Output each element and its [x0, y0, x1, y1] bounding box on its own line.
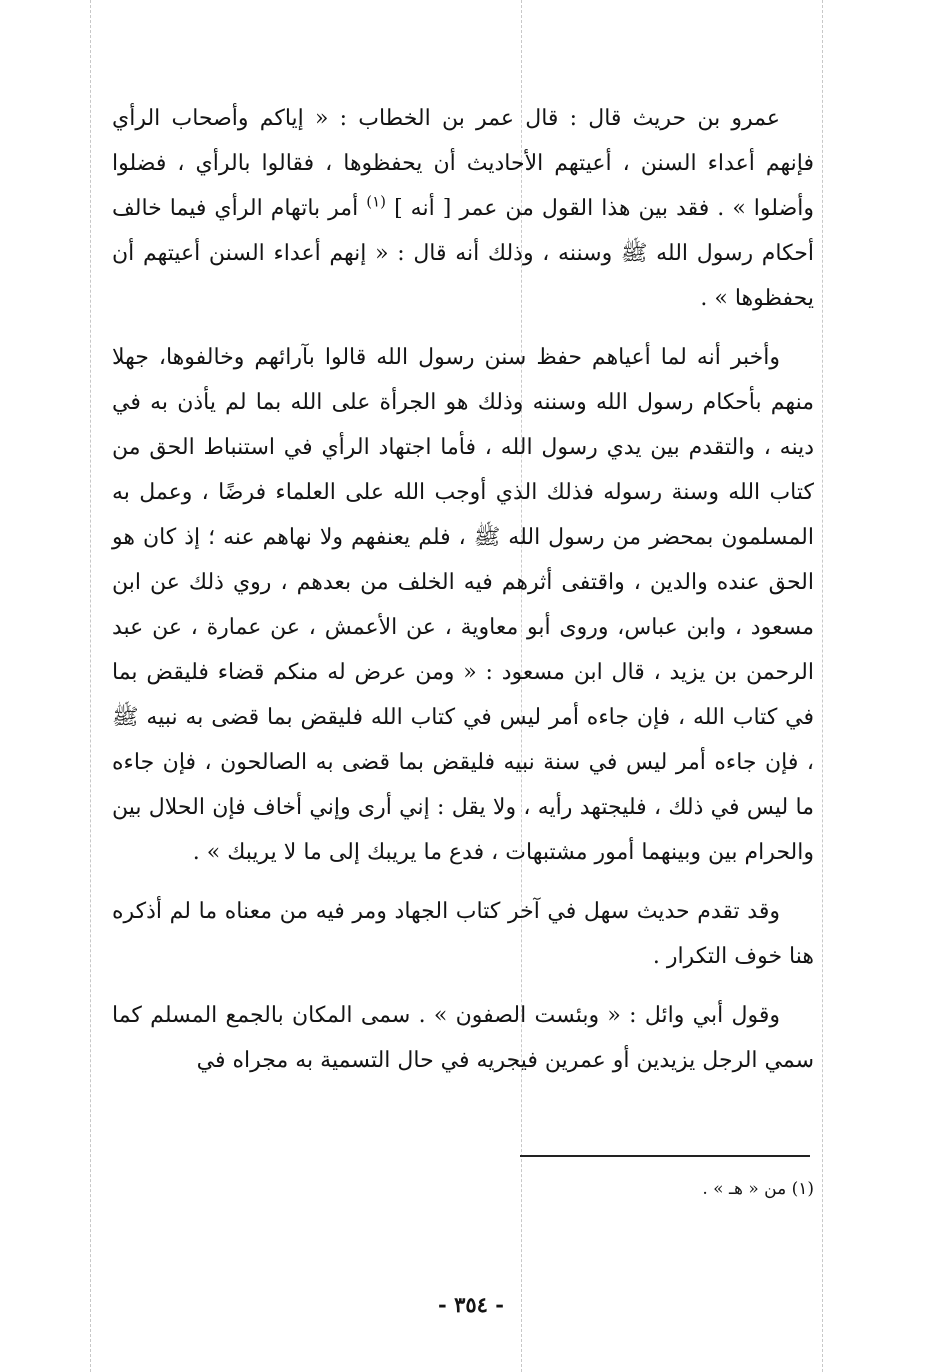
paragraph-3: وقد تقدم حديث سهل في آخر كتاب الجهاد ومر فيه من معناه ما لم أذكره هنا خوف التكرار . — [112, 899, 814, 969]
footnote: (١) من « هـ » . — [702, 1179, 814, 1199]
scan-fold-line-left — [90, 0, 91, 1372]
paragraph-4: وقول أبي وائل : « وبئست الصفون » . سمى المكان بالجمع المسلم كما سمي الرجل يزيدين أو عمرين فيجريه في حال التسمية به مجراه في — [112, 1003, 814, 1073]
footnote-divider — [520, 1155, 810, 1157]
paragraph-2: وأخبر أنه لما أعياهم حفظ سنن رسول الله قالوا بآرائهم وخالفوها، جهلا منهم بأحكام رسول الله وسننه وذلك هو الجرأة على الله بما لم يأذن به في دينه ، والتقدم بين يدي رسول الله ، فأما اجتهاد الرأي في استنباط الحق من كتاب الله وسنة رسوله فذلك الذي أوجب الله على العلماء فرضًا ، وعمل به المسلمون بمحضر من رسول الله ﷺ ، فلم يعنفهم ولا نهاهم عنه ؛ إذ كان هو الحق عنده والدين ، واقتفى أثرهم فيه الخلف من بعدهم ، روي ذلك عن ابن مسعود ، وابن عباس، وروى أبو معاوية ، عن الأعمش ، عن عمارة ، عن عبد الرحمن بن يزيد ، قال ابن مسعود : « ومن عرض له منكم قضاء فليقض بما في كتاب الله ، فإن جاءه أمر ليس في كتاب الله فليقض بما قضى به نبيه ﷺ ، فإن جاءه أمر ليس في سنة نبيه فليقض بما قضى به الصالحون ، فإن جاءه ما ليس في ذلك ، فليجتهد رأيه ، ولا يقل : إني أرى وإني أخاف فإن الحلال بين والحرام بين وبينهما أمور مشتبهات ، فدع ما يريبك إلى ما لا يريبك » . — [112, 345, 814, 865]
page-number: - ٣٥٤ - — [438, 1292, 504, 1317]
paragraph-1 — [112, 96, 814, 321]
scan-fold-line-right — [822, 0, 823, 1372]
main-text-block — [112, 96, 814, 1097]
footnote-reference: (١) — [366, 192, 387, 211]
paragraph-1-text: عمرو بن حريث قال : قال عمر بن الخطاب : « إياكم وأصحاب الرأي فإنهم أعداء السنن ، أعيتهم الأحاديث أن يحفظوها ، فقالوا بالرأي ، فضلوا وأضلوا » . فقد بين هذا القول من عمر [ أنه ] — [112, 106, 814, 221]
paragraph-1-continuation: أمر باتهام الرأي فيما خالف أحكام رسول الله ﷺ وسننه ، وذلك أنه قال : « إنهم أعداء السنن أعيتهم أن يحفظوها » . — [112, 196, 814, 311]
